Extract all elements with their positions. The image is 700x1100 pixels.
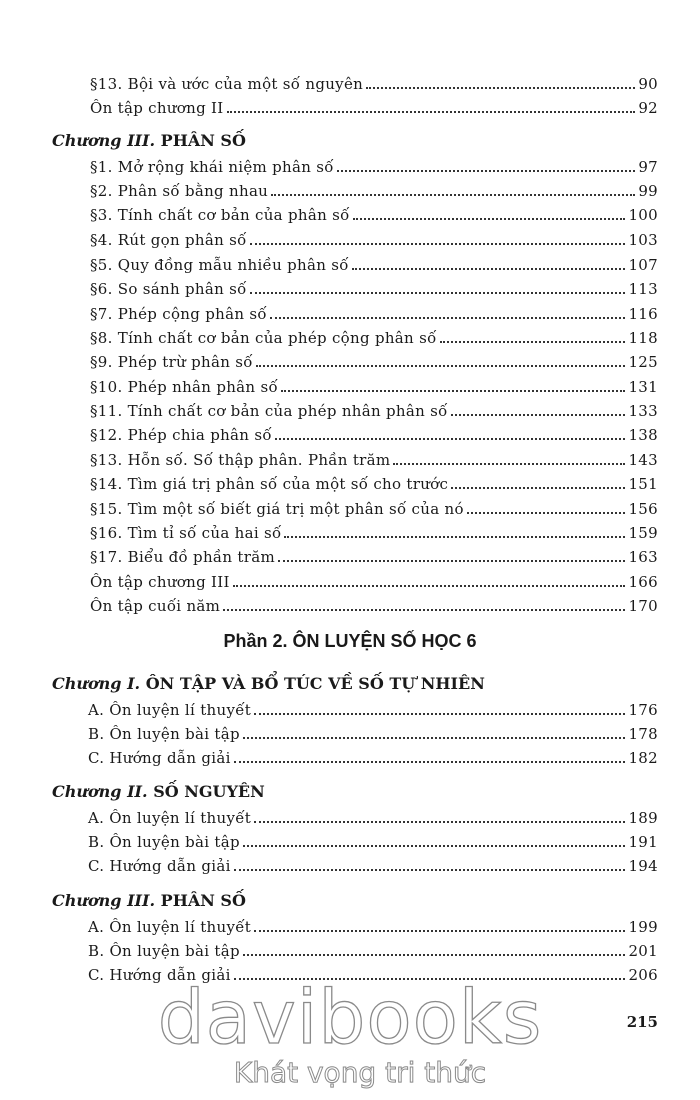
toc-entry-title: A. Ôn luyện lí thuyết xyxy=(88,809,252,827)
toc-entry xyxy=(90,397,658,421)
toc-entry-page: 206 xyxy=(628,966,658,984)
toc-entry xyxy=(90,348,658,372)
dot-leader xyxy=(250,243,626,245)
dot-leader xyxy=(281,390,626,392)
toc-entry xyxy=(90,251,658,275)
toc-entry xyxy=(90,373,658,397)
toc-entry-page: 131 xyxy=(628,378,658,396)
toc-entry xyxy=(88,852,658,876)
toc-entry xyxy=(90,421,658,445)
toc-entry-page: 107 xyxy=(628,256,658,274)
dot-leader xyxy=(270,317,626,319)
chapter-label: Chương II. xyxy=(52,782,148,801)
chapter-title: PHÂN SỐ xyxy=(160,131,246,150)
toc-entry-title: §1. Mở rộng khái niệm phân số xyxy=(90,158,334,176)
toc-entry-page: 159 xyxy=(628,524,658,542)
toc-entry-title: §10. Phép nhân phân số xyxy=(90,378,278,396)
toc-entry xyxy=(90,226,658,250)
dot-leader xyxy=(234,761,626,763)
toc-entry-page: 182 xyxy=(628,749,658,767)
toc-entry-page: 201 xyxy=(628,942,658,960)
toc-entry-title: §6. So sánh phân số xyxy=(90,280,247,298)
dot-leader xyxy=(250,292,626,294)
toc-entry-title: §8. Tính chất cơ bản của phép cộng phân số xyxy=(90,329,437,347)
toc-entry-title: §17. Biểu đồ phần trăm xyxy=(90,548,275,566)
toc-entry-page: 143 xyxy=(628,451,658,469)
toc-entry xyxy=(90,568,658,592)
toc-entry-page: 100 xyxy=(628,206,658,224)
chapter-label: Chương I. xyxy=(52,674,141,693)
toc-entry-title: Ôn tập chương III xyxy=(90,573,230,591)
toc-entry-title: §14. Tìm giá trị phân số của một số cho trước xyxy=(90,475,449,493)
toc-entry-title: A. Ôn luyện lí thuyết xyxy=(88,918,252,936)
toc-entry xyxy=(88,937,658,961)
toc-entry xyxy=(88,913,658,937)
toc-entry xyxy=(88,720,658,744)
toc-entry xyxy=(88,828,658,852)
dot-leader xyxy=(243,845,626,847)
dot-leader xyxy=(254,930,625,932)
dot-leader xyxy=(352,268,626,270)
dot-leader xyxy=(353,218,626,220)
toc-entry-page: 156 xyxy=(628,500,658,518)
page-number: 215 xyxy=(626,1013,658,1031)
toc-entry xyxy=(90,470,658,494)
dot-leader xyxy=(366,87,635,89)
toc-entry-title: C. Hướng dẫn giải xyxy=(88,749,231,767)
toc-entry-title: §16. Tìm tỉ số của hai số xyxy=(90,524,282,542)
dot-leader xyxy=(440,341,626,343)
part-heading: Phần 2. ÔN LUYỆN SỐ HỌC 6 xyxy=(223,631,477,651)
toc-entry-page: 138 xyxy=(628,426,658,444)
toc-entry-page: 178 xyxy=(628,725,658,743)
toc-entry xyxy=(90,275,658,299)
dot-leader xyxy=(451,414,626,416)
dot-leader xyxy=(243,954,626,956)
toc-entry-page: 103 xyxy=(628,231,658,249)
toc-entry xyxy=(90,177,658,201)
toc-entry-title: §13. Bội và ước của một số nguyên xyxy=(90,75,364,93)
toc-entry-page: 92 xyxy=(638,99,658,117)
chapter-title: PHÂN SỐ xyxy=(160,891,246,910)
toc-entry-title: §5. Quy đồng mẫu nhiều phân số xyxy=(90,256,349,274)
dot-leader xyxy=(271,194,635,196)
dot-leader xyxy=(227,111,636,113)
toc-entry-page: 191 xyxy=(628,833,658,851)
watermark-brand: davibooks xyxy=(157,975,543,1061)
toc-entry-page: 163 xyxy=(628,548,658,566)
toc-entry-title: §15. Tìm một số biết giá trị một phân số của nó xyxy=(90,500,464,518)
chapter-title: ÔN TẬP VÀ BỔ TÚC VỀ SỐ TỰ NHIÊN xyxy=(145,674,485,693)
toc-entry-title: B. Ôn luyện bài tập xyxy=(88,833,240,851)
dot-leader xyxy=(254,821,625,823)
toc-entry-page: 133 xyxy=(628,402,658,420)
toc-entry-page: 176 xyxy=(628,701,658,719)
toc-entry-page: 125 xyxy=(628,353,658,371)
toc-entry-page: 99 xyxy=(638,182,658,200)
dot-leader xyxy=(467,512,626,514)
toc-entry-title: §13. Hỗn số. Số thập phân. Phần trăm xyxy=(90,451,391,469)
dot-leader xyxy=(233,585,626,587)
toc-entry-page: 189 xyxy=(628,809,658,827)
toc-entry xyxy=(90,543,658,567)
dot-leader xyxy=(278,560,625,562)
toc-entry-page: 199 xyxy=(628,918,658,936)
toc-entry-page: 90 xyxy=(638,75,658,93)
chapter-heading xyxy=(52,891,246,911)
toc-entry-page: 151 xyxy=(628,475,658,493)
chapter-heading xyxy=(52,131,246,151)
toc-entry-title: §11. Tính chất cơ bản của phép nhân phân số xyxy=(90,402,448,420)
dot-leader xyxy=(254,713,625,715)
toc-entry xyxy=(90,153,658,177)
toc-entry-page: 166 xyxy=(628,573,658,591)
toc-entry xyxy=(90,519,658,543)
toc-entry-title: §3. Tính chất cơ bản của phân số xyxy=(90,206,350,224)
toc-entry-title: C. Hướng dẫn giải xyxy=(88,966,231,984)
toc-entry-page: 116 xyxy=(628,305,658,323)
dot-leader xyxy=(256,365,626,367)
toc-entry xyxy=(90,201,658,225)
toc-entry-title: §9. Phép trừ phân số xyxy=(90,353,253,371)
chapter-label: Chương III. xyxy=(52,131,156,150)
dot-leader xyxy=(243,737,626,739)
toc-entry xyxy=(88,696,658,720)
toc-entry-title: C. Hướng dẫn giải xyxy=(88,857,231,875)
toc-entry-page: 194 xyxy=(628,857,658,875)
toc-entry-title: §2. Phân số bằng nhau xyxy=(90,182,269,200)
toc-entry-title: B. Ôn luyện bài tập xyxy=(88,942,240,960)
watermark-tagline: Khát vọng tri thức xyxy=(233,1056,487,1089)
toc-entry xyxy=(90,592,658,616)
chapter-label: Chương III. xyxy=(52,891,156,910)
chapter-heading xyxy=(52,782,265,802)
toc-entry xyxy=(90,495,658,519)
toc-entry-title: §4. Rút gọn phân số xyxy=(90,231,247,249)
dot-leader xyxy=(451,487,625,489)
dot-leader xyxy=(337,170,636,172)
toc-entry xyxy=(88,744,658,768)
chapter-title: SỐ NGUYÊN xyxy=(153,782,265,801)
toc-entry-page: 118 xyxy=(628,329,658,347)
toc-entry-title: §12. Phép chia phân số xyxy=(90,426,272,444)
chapter-heading xyxy=(52,674,485,694)
toc-entry-title: Ôn tập cuối năm xyxy=(90,597,221,615)
toc-entry xyxy=(90,70,658,94)
toc-entry-title: Ôn tập chương II xyxy=(90,99,224,117)
toc-entry xyxy=(90,94,658,118)
toc-entry-page: 113 xyxy=(628,280,658,298)
dot-leader xyxy=(284,536,625,538)
toc-entry-title: B. Ôn luyện bài tập xyxy=(88,725,240,743)
toc-entry-title: A. Ôn luyện lí thuyết xyxy=(88,701,252,719)
toc-entry xyxy=(90,324,658,348)
toc-entry xyxy=(90,446,658,470)
toc-entry-title: §7. Phép cộng phân số xyxy=(90,305,267,323)
toc-entry-page: 97 xyxy=(638,158,658,176)
toc-entry-page: 170 xyxy=(628,597,658,615)
toc-entry xyxy=(90,300,658,324)
toc-entry xyxy=(88,804,658,828)
dot-leader xyxy=(234,869,626,871)
dot-leader xyxy=(223,609,625,611)
dot-leader xyxy=(393,463,625,465)
dot-leader xyxy=(275,438,626,440)
